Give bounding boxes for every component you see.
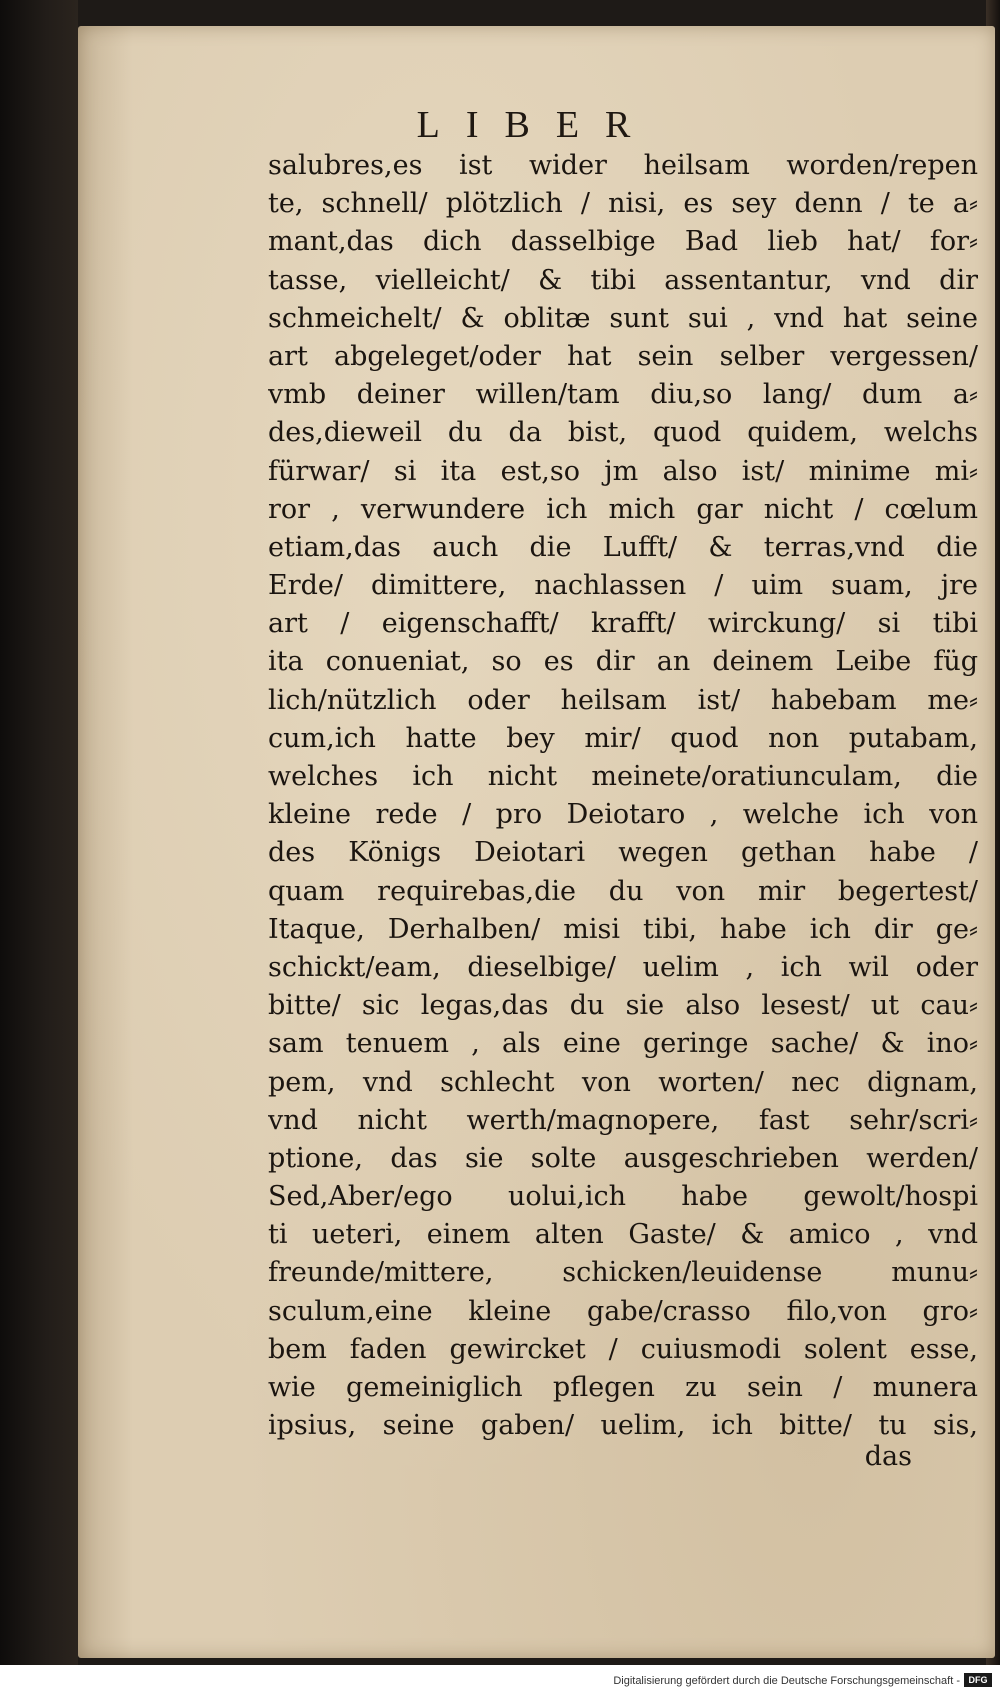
text-line: Itaque, Derhalben/ misi tibi, habe ich dir ge⸗ xyxy=(268,913,978,945)
text-line: pem, vnd schlecht von worten/ nec dignam, xyxy=(268,1066,978,1098)
text-line: wie gemeiniglich pflegen zu sein / munera xyxy=(268,1372,978,1403)
text-line: te, schnell/ plötzlich / nisi, es sey denn / te a⸗ xyxy=(268,188,978,220)
funding-credit: Digitalisierung gefördert durch die Deutsche Forschungsgemeinschaft - xyxy=(613,1675,960,1687)
text-line: ptione, das sie solte ausgeschrieben werden/ xyxy=(268,1142,978,1174)
text-line: tasse, vielleicht/ & tibi assentantur, vnd dir xyxy=(268,264,978,296)
digitization-footer xyxy=(0,1665,1000,1695)
text-line: fürwar/ si ita est,so jm also ist/ minime mi⸗ xyxy=(268,455,978,487)
body-text xyxy=(268,150,978,1448)
text-line: etiam,das auch die Lufft/ & terras,vnd die xyxy=(268,531,978,563)
text-line: Sed,Aber/ego uolui,ich habe gewolt/hospi xyxy=(268,1181,978,1213)
text-line: vmb deiner willen/tam diu,so lang/ dum a⸗ xyxy=(268,379,978,411)
text-line: ti ueteri, einem alten Gaste/ & amico , vnd xyxy=(268,1219,978,1251)
text-line: art abgeleget/oder hat sein selber vergessen/ xyxy=(268,340,978,372)
dfg-logo: DFG xyxy=(964,1673,992,1687)
text-line: Erde/ dimittere, nachlassen / uim suam, jre xyxy=(268,570,978,602)
text-line: sculum,eine kleine gabe/crasso filo,von gro⸗ xyxy=(268,1295,978,1327)
text-line: mant,das dich dasselbige Bad lieb hat/ for⸗ xyxy=(268,226,978,258)
text-line: des Königs Deiotari wegen gethan habe / xyxy=(268,837,978,869)
text-line: lich/nützlich oder heilsam ist/ habebam me⸗ xyxy=(268,684,978,716)
text-line: ror , verwundere ich mich gar nicht / cœlum xyxy=(268,493,978,525)
running-head: LIBER xyxy=(416,104,657,146)
text-line: bitte/ sic legas,das du sie also lesest/ ut cau⸗ xyxy=(268,990,978,1022)
text-line: schmeichelt/ & oblitæ sunt sui , vnd hat seine xyxy=(268,302,978,334)
text-line: freunde/mittere, schicken/leuidense munu⸗ xyxy=(268,1257,978,1289)
text-line: bem faden gewircket / cuiusmodi solent esse, xyxy=(268,1333,978,1365)
text-line: sam tenuem , als eine geringe sache/ & ino⸗ xyxy=(268,1028,978,1060)
text-line: kleine rede / pro Deiotaro , welche ich von xyxy=(268,799,978,831)
text-line: welches ich nicht meinete/oratiunculam, die xyxy=(268,761,978,792)
text-line: des,dieweil du da bist, quod quidem, welchs xyxy=(268,417,978,449)
catchword: das xyxy=(864,1441,912,1472)
text-line: art / eigenschafft/ krafft/ wirckung/ si tibi xyxy=(268,608,978,640)
text-line: salubres,es ist wider heilsam worden/repen xyxy=(268,150,978,181)
book-binding-edge xyxy=(0,0,78,1665)
text-line: vnd nicht werth/magnopere, fast sehr/scri⸗ xyxy=(268,1104,978,1136)
text-line: cum,ich hatte bey mir/ quod non putabam, xyxy=(268,722,978,754)
text-line: ita conueniat, so es dir an deinem Leibe füg xyxy=(268,646,978,678)
text-line: schickt/eam, dieselbige/ uelim , ich wil oder xyxy=(268,951,978,983)
text-line: ipsius, seine gaben/ uelim, ich bitte/ tu sis, xyxy=(268,1410,978,1442)
text-line: quam requirebas,die du von mir begertest/ xyxy=(268,875,978,907)
